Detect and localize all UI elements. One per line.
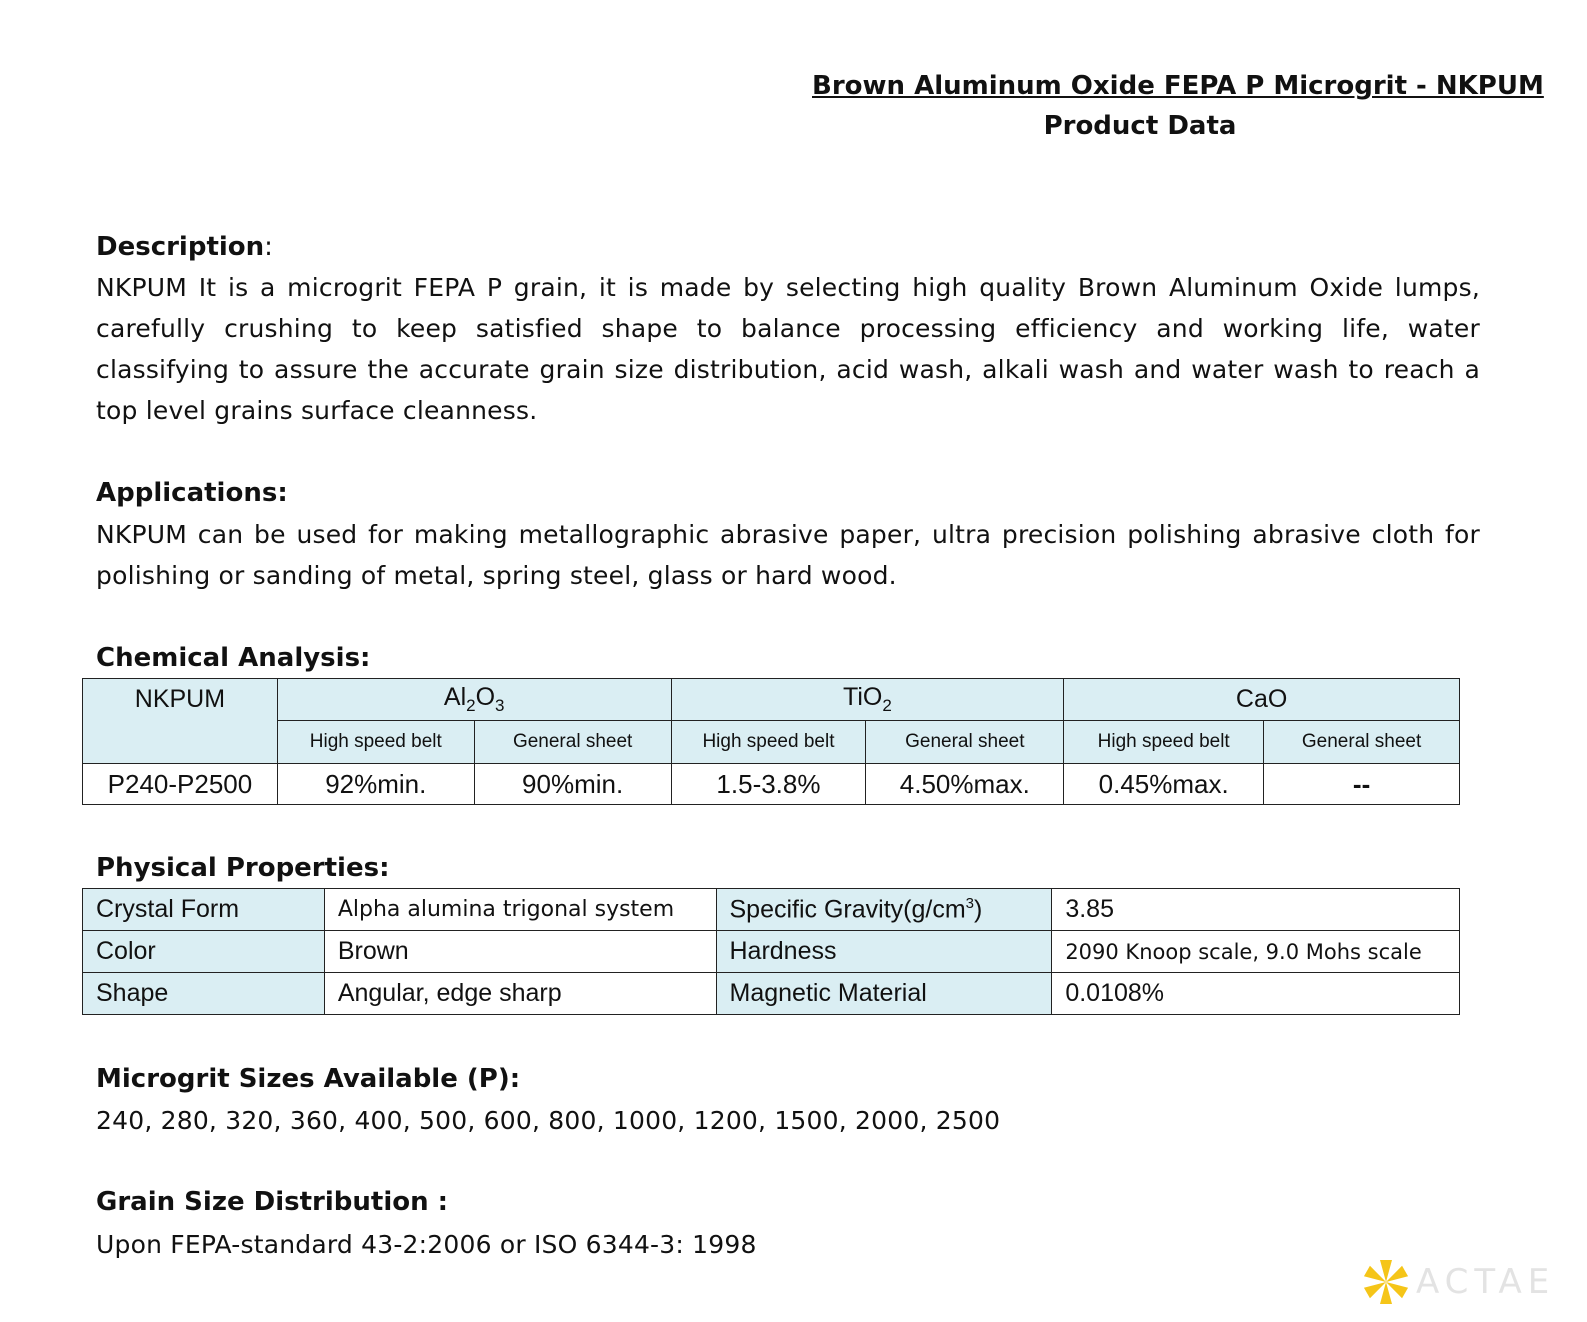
chemical-analysis-table	[82, 678, 1460, 805]
property-label: Hardness	[716, 931, 1052, 973]
property-label: Specific $Gravity(g/cm^3)$	[716, 889, 1052, 931]
document-subtitle: Product Data	[1043, 111, 1237, 141]
applications-text: NKPUM can be used for making metallographic abrasive paper, ultra precision polishing abrasive cloth for polishing or sanding of metal, spring steel, glass or hard wood.	[96, 520, 1480, 590]
physical-properties-table	[82, 888, 1460, 1015]
sub-header: General sheet	[1264, 721, 1460, 764]
chemical-analysis-heading: Chemical Analysis:	[96, 643, 371, 673]
chem-row-header: NKPUM	[83, 679, 278, 764]
chem-value: 0.45%max.	[1064, 764, 1264, 805]
description-heading: Description:	[96, 232, 273, 262]
property-value: 2090 Knoop scale, 9.0 Mohs scale	[1052, 931, 1460, 973]
sub-header: High speed belt	[1064, 721, 1264, 764]
property-label: Crystal Form	[83, 889, 325, 931]
compound-al2o3: $Al_2O_3$	[277, 679, 671, 721]
table-row	[83, 889, 1460, 931]
property-label: Magnetic Material	[716, 973, 1052, 1015]
grain-heading: Grain Size Distribution :	[96, 1187, 449, 1217]
property-value: Angular, edge sharp	[324, 973, 716, 1015]
chem-value: 4.50%max.	[866, 764, 1064, 805]
compound-tio2: TiO$_2$	[671, 679, 1064, 721]
property-value: Brown	[324, 931, 716, 973]
logo-text: ACTAE	[1416, 1262, 1556, 1302]
property-value: 3.85	[1052, 889, 1460, 931]
description-text: NKPUM It is a microgrit FEPA P grain, it is made by selecting high quality Brown Aluminum Oxide lumps, carefully crushing to keep satisfied shape to balance processing efficiency and working life, water classifying to assure the accurate grain size distribution, acid wash, alkali wash and water wash to reach a top level grains surface cleanness.	[96, 273, 1480, 425]
property-label: Shape	[83, 973, 325, 1015]
table-row	[83, 931, 1460, 973]
compound-cao: CaO	[1064, 679, 1460, 721]
title-block	[800, 66, 1544, 146]
sub-header: High speed belt	[671, 721, 866, 764]
property-value: Alpha alumina trigonal system	[324, 889, 716, 931]
sub-header: General sheet	[866, 721, 1064, 764]
applications-heading: Applications:	[96, 478, 288, 508]
sizes-text: 240, 280, 320, 360, 400, 500, 600, 800, 1000, 1200, 1500, 2000, 2500	[96, 1106, 1001, 1135]
sizes-heading: Microgrit Sizes Available (P):	[96, 1064, 521, 1094]
grain-text: Upon FEPA-standard 43-2:2006 or ISO 6344-3: 1998	[96, 1230, 757, 1259]
chem-value: --	[1264, 764, 1460, 805]
document-title: Brown Aluminum Oxide FEPA P Microgrit - NKPUM	[812, 71, 1544, 101]
sub-header: High speed belt	[277, 721, 474, 764]
chem-value: 1.5-3.8%	[671, 764, 866, 805]
company-logo	[1360, 1252, 1580, 1312]
chem-value: 92%min.	[277, 764, 474, 805]
chem-value: 90%min.	[474, 764, 671, 805]
property-value: 0.0108%	[1052, 973, 1460, 1015]
physical-properties-heading: Physical Properties:	[96, 853, 390, 883]
table-row	[83, 973, 1460, 1015]
chem-row-label: P240-P2500	[83, 764, 278, 805]
property-label: Color	[83, 931, 325, 973]
sub-header: General sheet	[474, 721, 671, 764]
